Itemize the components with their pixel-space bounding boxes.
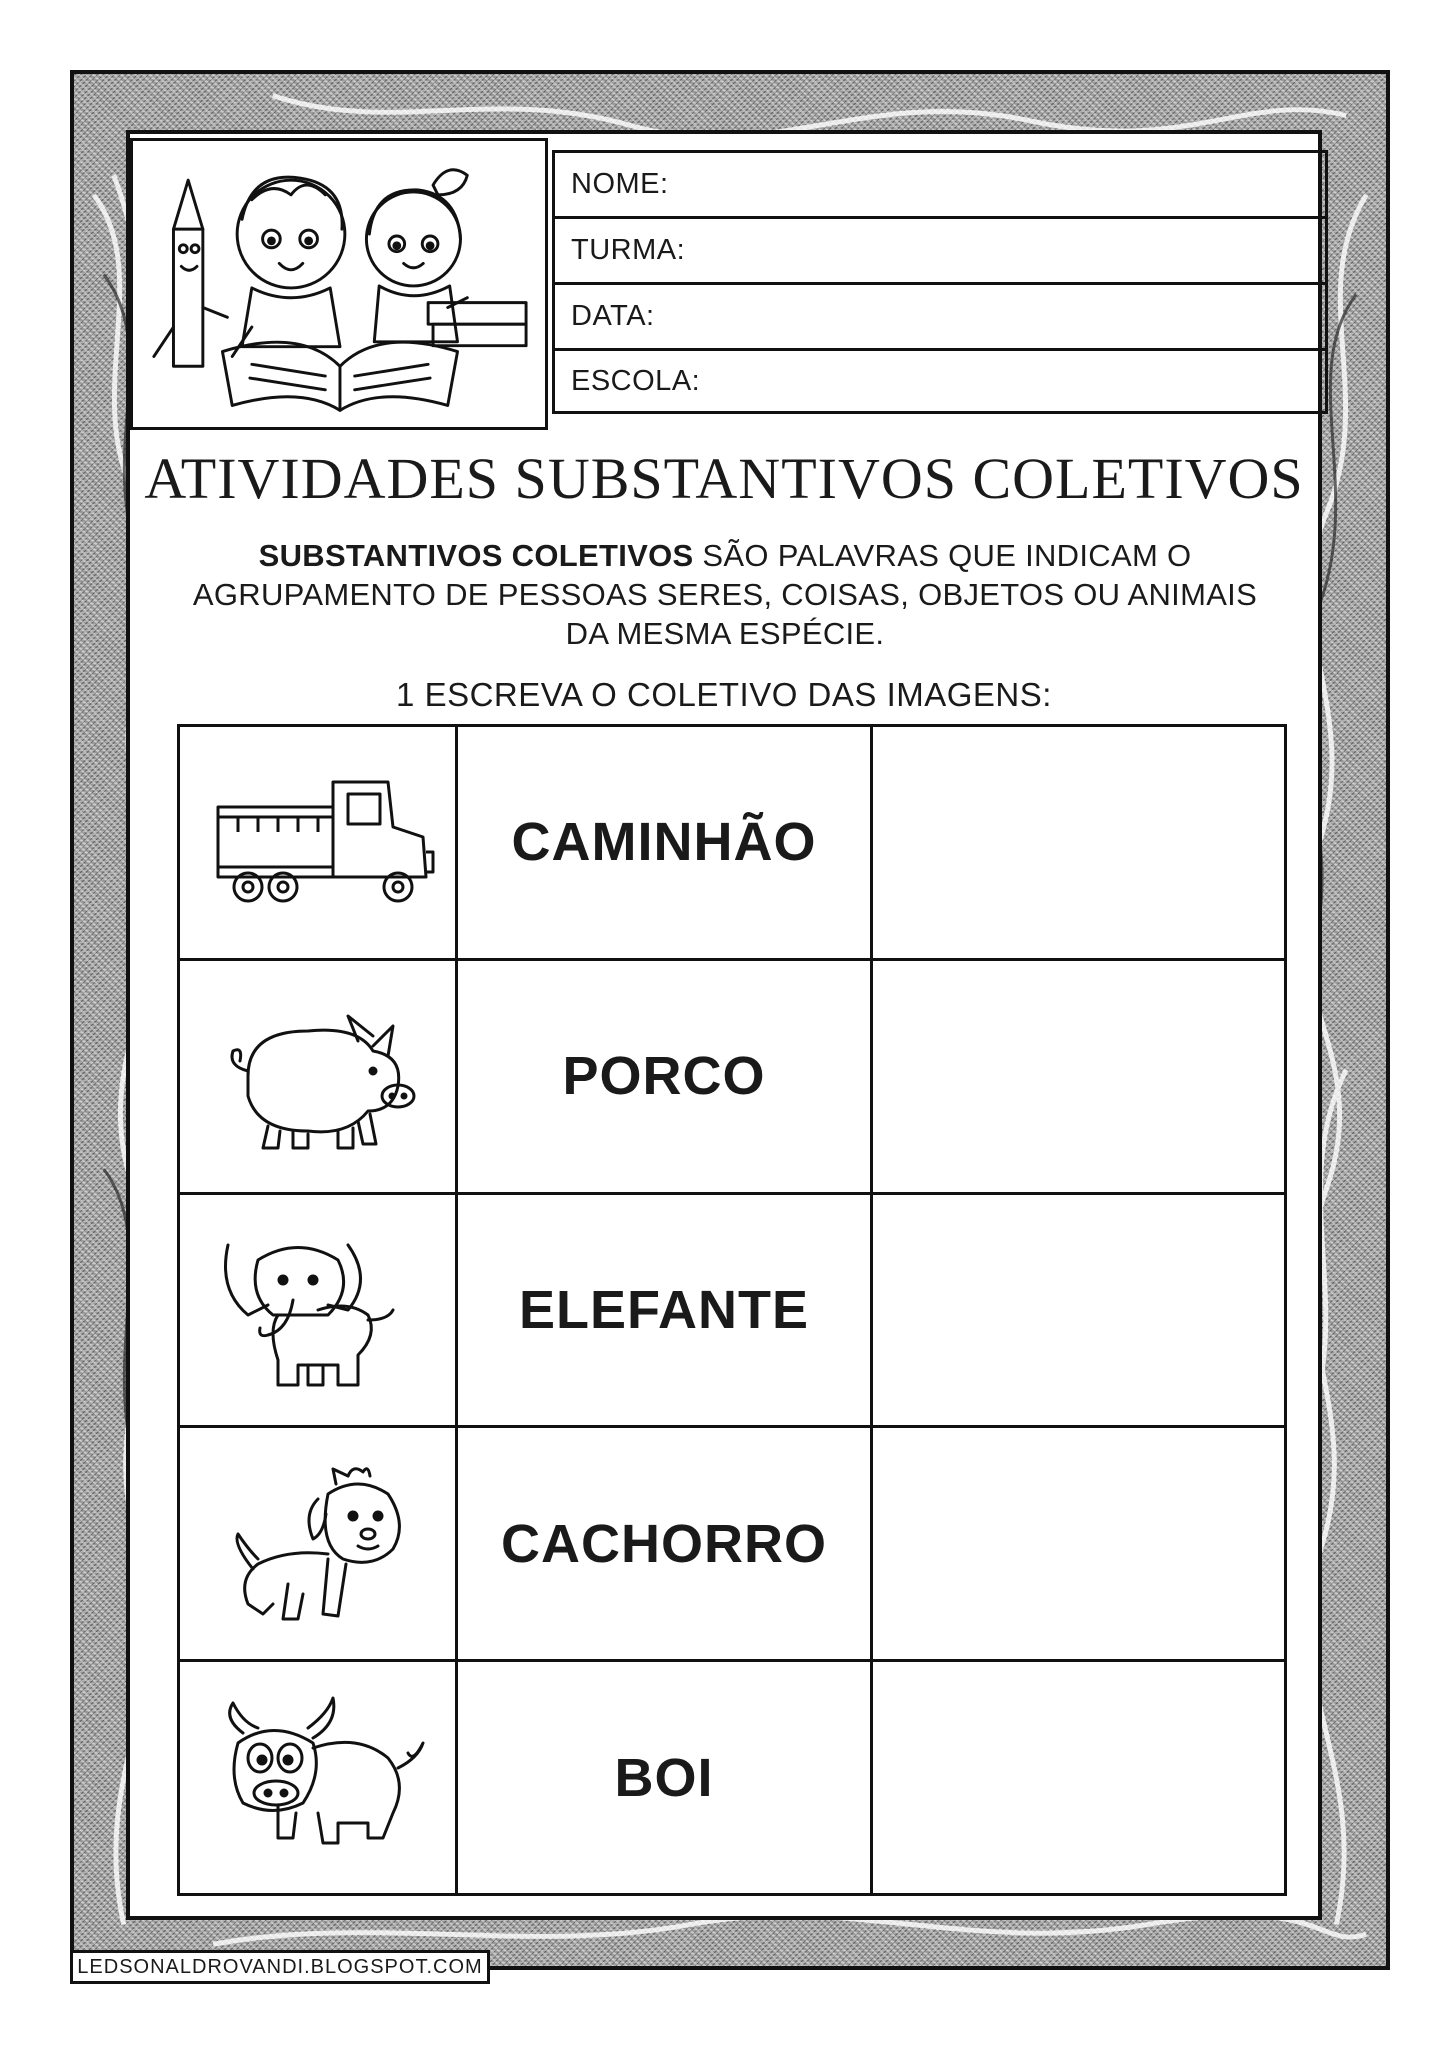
ox-icon <box>198 1688 438 1868</box>
intro-line-3: DA MESMA ESPÉCIE. <box>565 616 885 651</box>
intro-line-1 <box>150 536 1300 575</box>
dog-icon <box>198 1454 438 1634</box>
answer-cell[interactable] <box>873 1662 1284 1893</box>
class-field[interactable] <box>552 216 1328 282</box>
date-label: DATA: <box>571 300 655 332</box>
word-cell: CACHORRO <box>458 1428 873 1659</box>
exercise-table <box>177 724 1287 1896</box>
pig-icon <box>198 986 438 1166</box>
intro-paragraph <box>150 536 1300 653</box>
date-field[interactable] <box>552 282 1328 348</box>
answer-cell[interactable] <box>873 961 1284 1192</box>
intro-line-2: AGRUPAMENTO DE PESSOAS SERES, COISAS, OBJETOS OU ANIMAIS <box>192 577 1258 612</box>
word-cell: CAMINHÃO <box>458 727 873 958</box>
answer-cell[interactable] <box>873 1195 1284 1426</box>
table-row <box>180 961 1284 1195</box>
image-cell <box>180 961 458 1192</box>
table-row <box>180 1195 1284 1429</box>
word-cell: BOI <box>458 1662 873 1893</box>
image-cell <box>180 1195 458 1426</box>
class-label: TURMA: <box>571 234 686 266</box>
answer-cell[interactable] <box>873 1428 1284 1659</box>
table-row <box>180 1662 1284 1893</box>
intro-line-1-rest: SÃO PALAVRAS QUE INDICAM O <box>693 538 1192 573</box>
elephant-icon <box>198 1220 438 1400</box>
word-cell: ELEFANTE <box>458 1195 873 1426</box>
intro-bold-term: SUBSTANTIVOS COLETIVOS <box>258 538 694 573</box>
children-reading-illustration <box>130 138 548 430</box>
name-field[interactable] <box>552 150 1328 216</box>
word-cell: PORCO <box>458 961 873 1192</box>
page-title: ATIVIDADES SUBSTANTIVOS COLETIVOS <box>144 446 1304 511</box>
school-label: ESCOLA: <box>571 364 701 397</box>
truck-icon <box>198 752 438 932</box>
kids-with-book-icon <box>133 141 545 427</box>
footer-url: LEDSONALDROVANDI.BLOGSPOT.COM <box>70 1950 490 1984</box>
school-field[interactable] <box>552 348 1328 414</box>
name-label: NOME: <box>571 168 669 200</box>
student-info-fields <box>552 150 1328 428</box>
table-row <box>180 727 1284 961</box>
answer-cell[interactable] <box>873 727 1284 958</box>
exercise-instruction: 1 ESCREVA O COLETIVO DAS IMAGENS: <box>396 676 1052 713</box>
image-cell <box>180 727 458 958</box>
image-cell <box>180 1428 458 1659</box>
image-cell <box>180 1662 458 1893</box>
table-row <box>180 1428 1284 1662</box>
